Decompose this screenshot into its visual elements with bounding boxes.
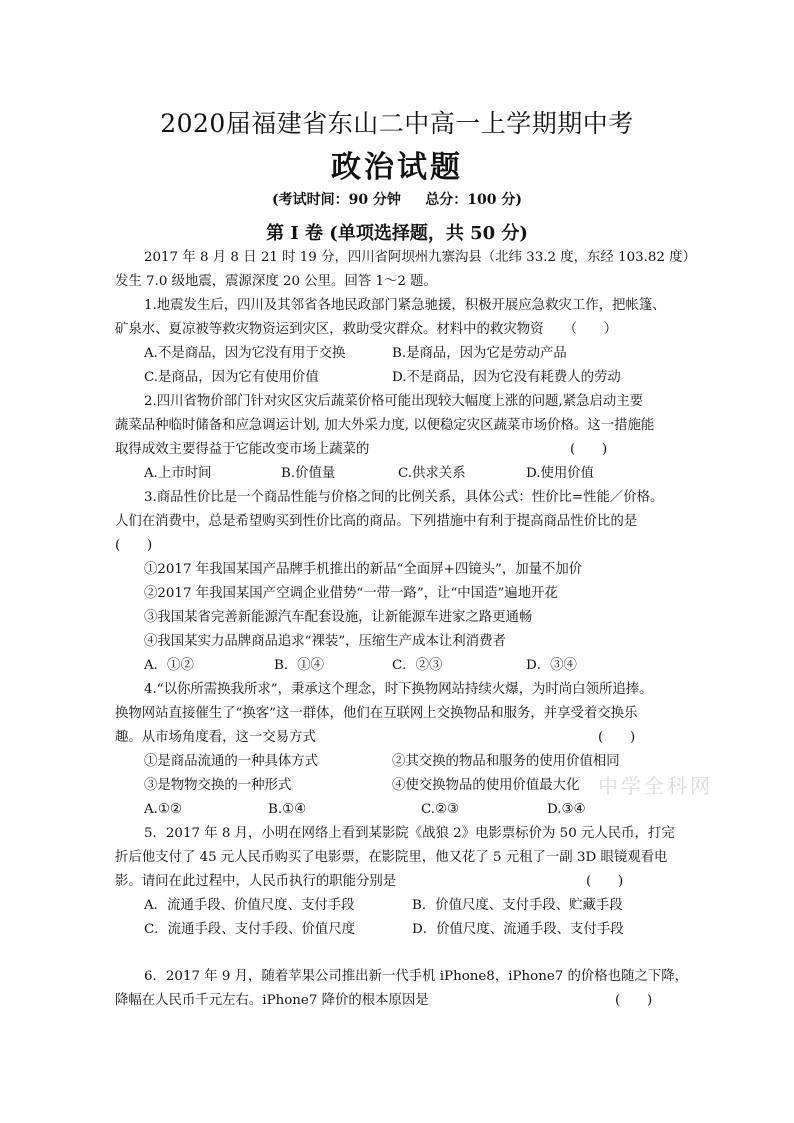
question-4-stem: 4.“以你所需换我所求”，秉承这个理念，时下换物网站持续火爆，为时尚白领所追捧。 bbox=[144, 682, 653, 697]
question-6-stem: 6．2017 年 9 月，随着苹果公司推出新一代手机 iPhone8，iPhone7 的价格也随之下降， bbox=[144, 969, 689, 984]
question-5-stem: 影。请问在此过程中，人民币执行的职能分别是 bbox=[115, 874, 397, 889]
exam-info: (考试时间：90 分钟 总分：100 分) bbox=[271, 192, 523, 208]
question-2-option-d: D.使用价值 bbox=[526, 466, 595, 481]
question-1-option-a: A.不是商品，因为它没有用于交换 bbox=[144, 346, 346, 361]
watermark: 中学全科网 bbox=[598, 774, 713, 798]
question-2-option-a: A.上市时间 bbox=[144, 466, 212, 481]
question-3-statement-1: ①2017 年我国某国产品牌手机推出的新品“全面屏+四镜头”，加量不加价 bbox=[144, 562, 583, 577]
question-3-stem: 3.商品性价比是一个商品性能与价格之间的比例关系，具体公式：性价比=性能／价格。 bbox=[144, 490, 664, 505]
question-3-option-b: B．①④ bbox=[274, 658, 325, 673]
question-2-stem: 2.四川省物价部门针对灾区灾后蔬菜价格可能出现较大幅度上涨的问题,紧急启动主要 bbox=[144, 394, 644, 409]
question-4-option-c: C.②③ bbox=[421, 802, 460, 817]
question-2-option-b: B.价值量 bbox=[281, 466, 336, 481]
answer-bracket: ( ) bbox=[115, 538, 153, 553]
question-5-option-d: D．价值尺度、流通手段、支付手段 bbox=[412, 922, 624, 937]
question-6-stem: 降幅在人民币千元左右。iPhone7 降价的根本原因是 bbox=[115, 993, 429, 1008]
answer-bracket: ( ) bbox=[615, 993, 653, 1008]
question-4-option-a: A.①② bbox=[144, 802, 182, 817]
question-1-option-b: B.是商品，因为它是劳动产品 bbox=[392, 346, 567, 361]
question-4-statement-4: ④使交换物品的使用价值最大化 bbox=[392, 778, 580, 793]
question-5-option-c: C．流通手段、支付手段、价值尺度 bbox=[144, 922, 356, 937]
question-3-stem: 人们在消费中，总是希望购买到性价比高的商品。下列措施中有利于提高商品性价比的是 bbox=[115, 514, 638, 529]
question-4-option-d: D.③④ bbox=[547, 802, 586, 817]
question-5-stem: 折后他支付了 45 元人民币购买了电影票，在影院里，他又花了 5 元租了一副 3D 眼镜观看电 bbox=[115, 850, 668, 865]
question-5-option-a: A．流通手段、价值尺度、支付手段 bbox=[144, 898, 355, 913]
question-4-statement-3: ③是物物交换的一种形式 bbox=[144, 778, 292, 793]
question-2-option-c: C.供求关系 bbox=[398, 466, 466, 481]
question-3-statement-4: ④我国某实力品牌商品追求“裸装”，压缩生产成本让利消费者 bbox=[144, 634, 506, 649]
exam-subject: 政治试题 bbox=[331, 150, 463, 185]
question-4-statement-2: ②其交换的物品和服务的使用价值相同 bbox=[392, 754, 620, 769]
exam-title: 2020届福建省东山二中高一上学期期中考 bbox=[160, 109, 634, 138]
intro-line: 发生 7.0 级地震，震源深度 20 公里。回答 1～2 题。 bbox=[115, 274, 437, 289]
answer-bracket: ( ) bbox=[598, 730, 636, 745]
section-heading: 第 I 卷 (单项选择题，共 50 分) bbox=[266, 223, 528, 244]
question-3-option-a: A．①② bbox=[144, 658, 194, 673]
question-3-statement-2: ②2017 年我国某国产空调企业借势“一带一路”，让“中国造”遍地开花 bbox=[144, 586, 558, 601]
question-1-stem: 1.地震发生后，四川及其邻省各地民政部门紧急驰援，积极开展应急救灾工作，把帐篷、 bbox=[144, 298, 666, 313]
answer-bracket: ( ) bbox=[570, 442, 608, 457]
question-2-stem: 蔬菜品种临时储备和应急调运计划, 加大外采力度, 以便稳定灾区蔬菜市场价格。这一措施能 bbox=[115, 418, 655, 433]
question-4-option-b: B.①④ bbox=[268, 802, 307, 817]
question-1-stem: 矿泉水、夏凉被等救灾物资运到灾区，救助受灾群众。材料中的救灾物资 （ ） bbox=[115, 322, 618, 337]
question-4-statement-1: ①是商品流通的一种具体方式 bbox=[144, 754, 319, 769]
question-1-option-c: C.是商品，因为它有使用价值 bbox=[144, 370, 319, 385]
answer-bracket: ( ) bbox=[586, 874, 624, 889]
intro-line: 2017 年 8 月 8 日 21 时 19 分，四川省阿坝州九寨沟县（北纬 33.2 度，东经 103.82 度） bbox=[144, 250, 696, 265]
question-3-option-d: D．③④ bbox=[526, 658, 577, 673]
question-5-option-b: B．价值尺度、支付手段、贮藏手段 bbox=[412, 898, 623, 913]
question-3-option-c: C．②③ bbox=[392, 658, 443, 673]
question-2-stem: 取得成效主要得益于它能改变市场上蔬菜的 bbox=[115, 442, 370, 457]
question-3-statement-3: ③我国某省完善新能源汽车配套设施，让新能源车进家之路更通畅 bbox=[144, 610, 533, 625]
question-4-stem: 趣。从市场角度看，这一交易方式 bbox=[115, 730, 316, 745]
question-4-stem: 换物网站直接催生了“换客”这一群体，他们在互联网上交换物品和服务，并享受着交换乐 bbox=[115, 706, 638, 721]
question-5-stem: 5．2017 年 8 月，小明在网络上看到某影院《战狼 2》电影票标价为 50 元人民币，打完 bbox=[144, 826, 675, 841]
question-1-option-d: D.不是商品，因为它没有耗费人的劳动 bbox=[392, 370, 621, 385]
